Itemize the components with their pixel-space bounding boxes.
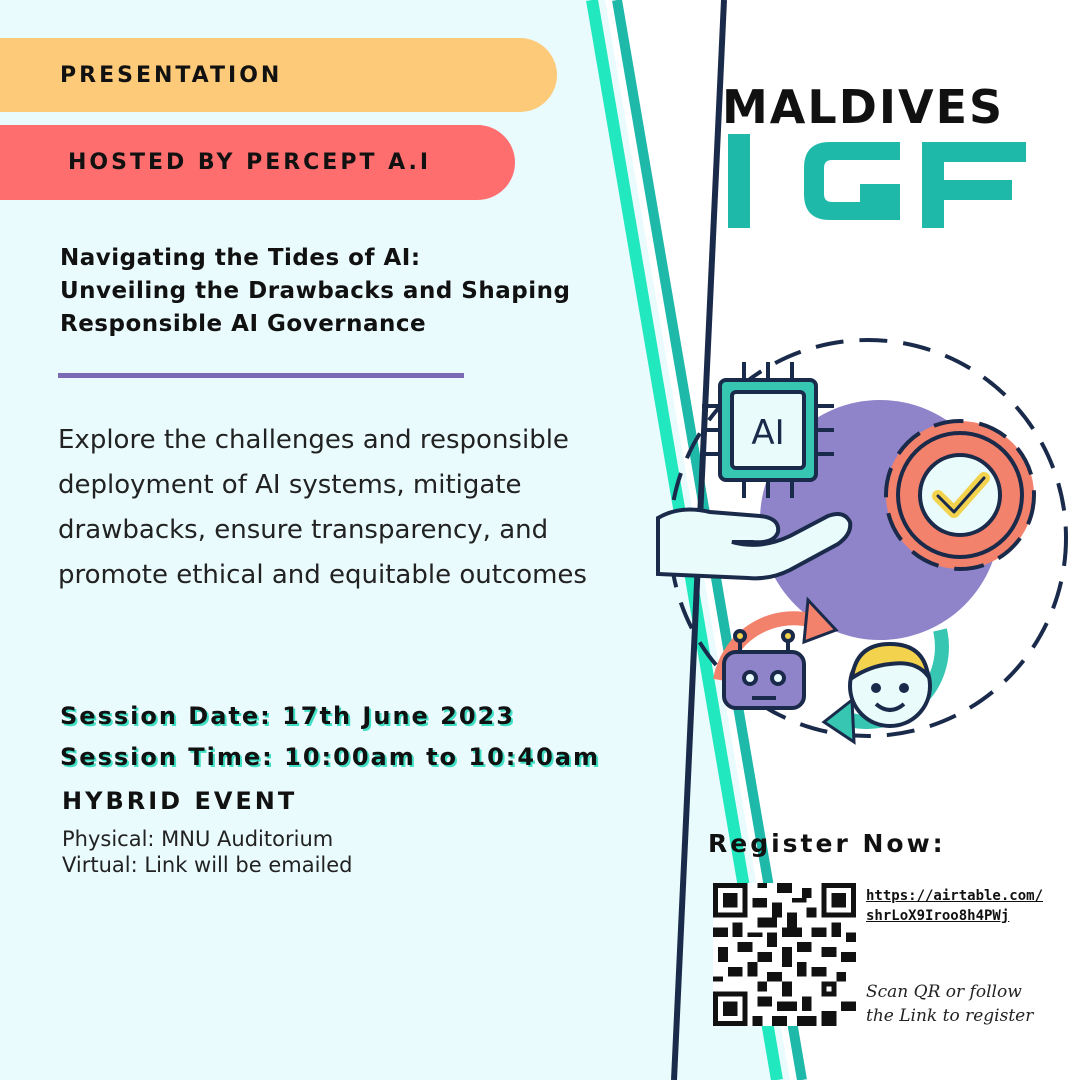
- presentation-label: PRESENTATION: [60, 62, 283, 88]
- event-format: HYBRID EVENT: [62, 787, 298, 815]
- talk-title: [60, 242, 660, 341]
- registration-qr-code[interactable]: [713, 883, 856, 1026]
- title-divider: [58, 373, 464, 378]
- registration-link[interactable]: [866, 886, 1043, 926]
- session-date: Session Date: 17th June 2023: [60, 702, 515, 730]
- registration-note-line-2: the Link to register: [866, 1006, 1034, 1026]
- registration-link-line-1[interactable]: https://airtable.com/: [866, 888, 1044, 904]
- registration-note-line-1: Scan QR or follow: [866, 982, 1022, 1002]
- talk-description: Explore the challenges and responsible deployment of AI systems, mitigate drawbacks, ensure transparency, and promote ethical and equitable outcomes: [58, 425, 587, 590]
- talk-title-line-3: Responsible AI Governance: [60, 311, 427, 337]
- session-time: Session Time: 10:00am to 10:40am: [60, 743, 600, 771]
- logo-wordmark: MALDIVES: [722, 80, 1005, 134]
- venue-info: [62, 826, 353, 878]
- registration-link-line-2[interactable]: shrLoX9Iroo8h4PWj: [866, 908, 1010, 924]
- register-heading: Register Now:: [708, 829, 946, 858]
- registration-note: [866, 980, 1033, 1028]
- logo-igf-mark: [722, 132, 1032, 232]
- presentation-badge: [0, 38, 557, 112]
- ai-governance-illustration: [640, 330, 1080, 770]
- venue-physical: Physical: MNU Auditorium: [62, 827, 334, 851]
- person-icon: [850, 644, 930, 726]
- chip-label: AI: [751, 413, 785, 453]
- gear-check-icon: [886, 421, 1034, 569]
- talk-title-line-1: Navigating the Tides of AI:: [60, 245, 421, 271]
- venue-virtual: Virtual: Link will be emailed: [62, 853, 353, 877]
- host-badge: [0, 125, 515, 200]
- talk-title-line-2: Unveiling the Drawbacks and Shaping: [60, 278, 571, 304]
- maldives-igf-logo: [722, 80, 1032, 234]
- host-label: HOSTED BY PERCEPT A.I: [68, 150, 432, 175]
